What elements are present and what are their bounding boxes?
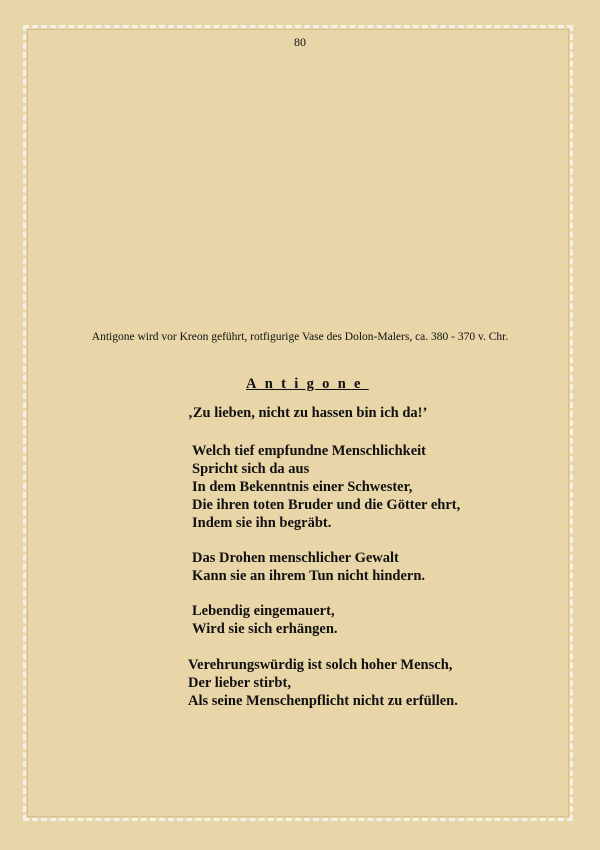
poem-line: Kann sie an ihrem Tun nicht hindern. <box>192 568 426 584</box>
poem-line: Die ihren toten Bruder und die Götter ehrt, <box>192 497 461 513</box>
page-number: 80 <box>294 35 306 49</box>
poem-line: Indem sie ihn begräbt. <box>192 515 332 531</box>
poem-line: Lebendig eingemauert, <box>192 603 335 619</box>
poem-line: Wird sie sich erhängen. <box>192 621 338 637</box>
poem-line: In dem Bekenntnis einer Schwester, <box>192 479 413 495</box>
poem-line: Verehrungswürdig ist solch hoher Mensch, <box>188 657 453 673</box>
poem-line: Das Drohen menschlicher Gewalt <box>192 550 399 566</box>
poem-line: Welch tief empfundne Menschlichkeit <box>192 443 427 459</box>
image-caption: Antigone wird vor Kreon geführt, rotfigurige Vase des Dolon-Malers, ca. 380 - 370 v. Chr. <box>91 331 509 343</box>
poem-line: Der lieber stirbt, <box>188 675 291 691</box>
poem-line: Als seine Menschenpflicht nicht zu erfüllen. <box>188 693 458 709</box>
poem-title: Antigone <box>246 376 369 392</box>
poem-epigraph: ‚Zu lieben, nicht zu hassen bin ich da!’ <box>188 405 428 421</box>
poem-line: Spricht sich da aus <box>192 461 310 477</box>
